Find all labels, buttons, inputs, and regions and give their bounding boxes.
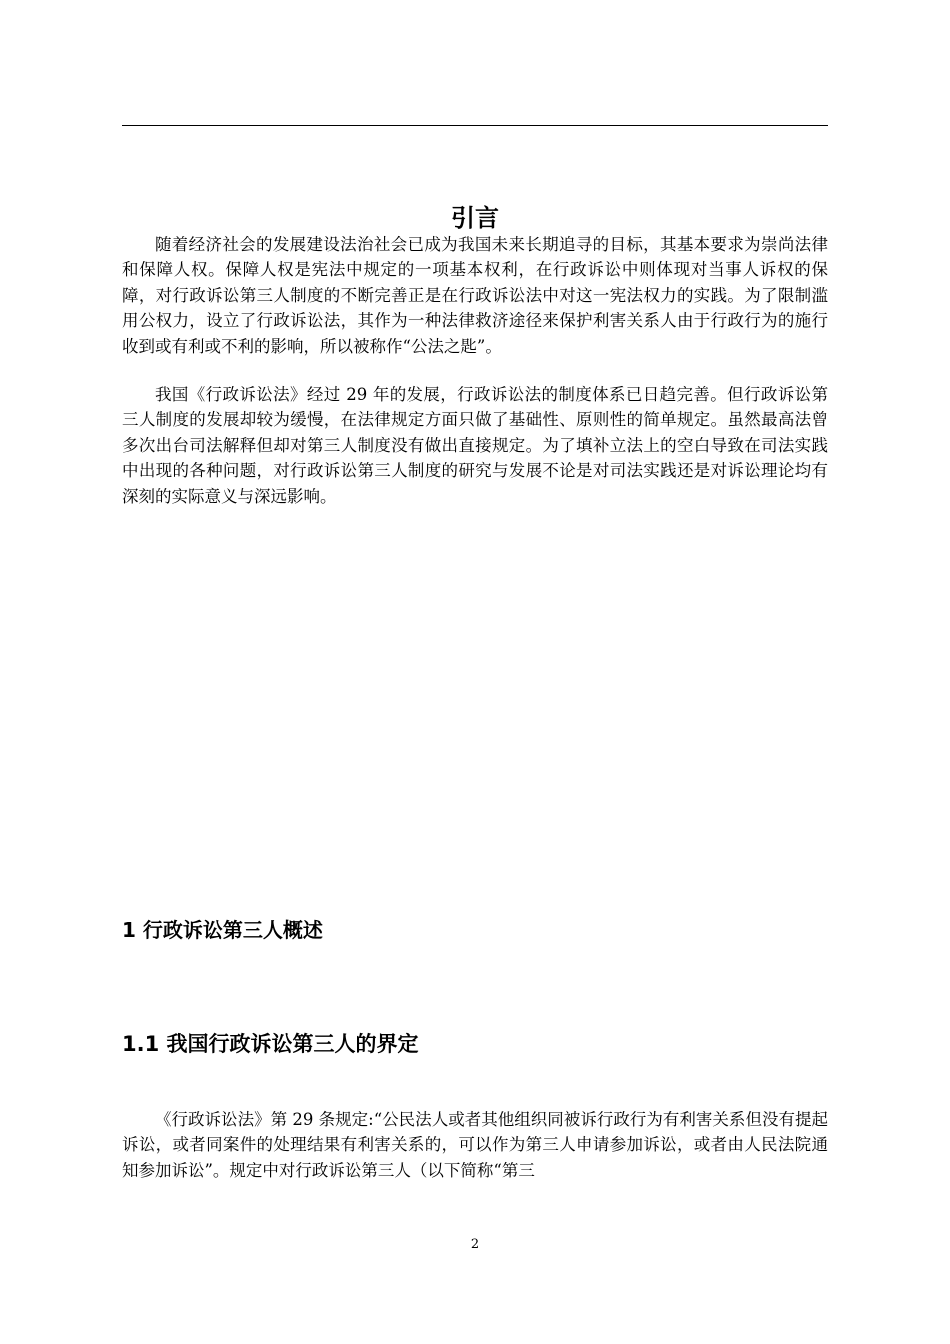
section-1-1-paragraph: 《行政诉讼法》第 29 条规定:“公民法人或者其他组织同被诉行政行为有利害关系但没有提起诉讼，或者同案件的处理结果有利害关系的，可以作为第三人申请参加诉讼，或者由人民法院通知参加诉讼”。规定中对行政诉讼第三人（以下简称“第三 bbox=[122, 1110, 828, 1180]
intro-title: 引言 bbox=[451, 204, 499, 233]
section-1-heading: 1 行政诉讼第三人概述 bbox=[122, 918, 323, 942]
intro-paragraph-1: 随着经济社会的发展建设法治社会已成为我国未来长期追寻的目标，其基本要求为崇尚法律和保障人权。保障人权是宪法中规定的一项基本权利，在行政诉讼中则体现对当事人诉权的保障，对行政诉讼第三人制度的不断完善正是在行政诉讼法中对这一宪法权力的实践。为了限制滥用公权力，设立了行政诉讼法，其作为一种法律救济途径来保护利害关系人由于行政行为的施行收到或有利或不利的影响，所以被称作“公法之匙”。 bbox=[122, 235, 828, 356]
intro-paragraph-2: 我国《行政诉讼法》经过 29 年的发展，行政诉讼法的制度体系已日趋完善。但行政诉讼第三人制度的发展却较为缓慢，在法律规定方面只做了基础性、原则性的简单规定。虽然最高法曾多次出台司法解释但却对第三人制度没有做出直接规定。为了填补立法上的空白导致在司法实践中出现的各种问题，对行政诉讼第三人制度的研究与发展不论是对司法实践还是对诉讼理论均有深刻的实际意义与深远影响。 bbox=[122, 385, 828, 506]
section-1-1-heading: 1.1 我国行政诉讼第三人的界定 bbox=[122, 1032, 419, 1056]
header-rule bbox=[122, 125, 828, 126]
page-number: 2 bbox=[470, 1237, 480, 1252]
